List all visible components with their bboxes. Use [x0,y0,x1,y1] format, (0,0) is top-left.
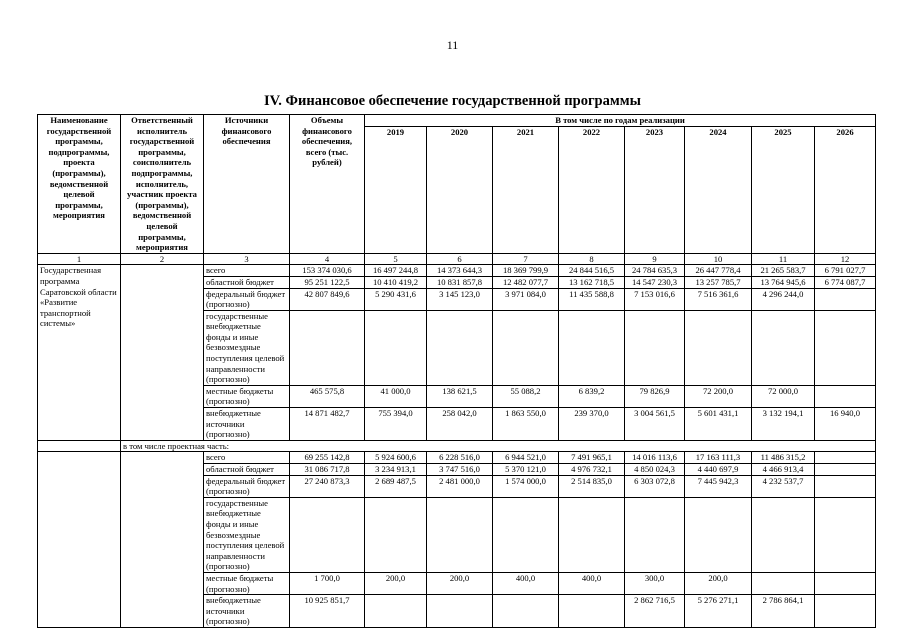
column-number: 7 [493,253,559,265]
value-cell: 3 234 913,1 [365,464,427,476]
value-cell [559,595,625,628]
value-cell: 2 786 864,1 [752,595,815,628]
value-cell: 4 466 913,4 [752,464,815,476]
value-cell [625,497,685,572]
value-cell: 55 088,2 [493,385,559,407]
value-cell [815,452,876,464]
value-cell: 17 163 111,3 [685,452,752,464]
value-cell [290,497,365,572]
value-cell [559,310,625,385]
source-cell: местные бюджеты (прогнозно) [204,385,290,407]
source-cell: внебюджетные источники (прогнозно) [204,595,290,628]
value-cell: 18 369 799,9 [493,265,559,277]
value-cell: 5 601 431,1 [685,408,752,441]
value-cell [752,310,815,385]
value-cell: 4 232 537,7 [752,475,815,497]
value-cell: 300,0 [625,572,685,594]
value-cell: 4 296 244,0 [752,288,815,310]
value-cell [752,497,815,572]
empty-cell [38,452,121,628]
program-name: Государственная программа Саратовской области «Развитие транспортной системы» [38,265,121,441]
value-cell: 1 863 550,0 [493,408,559,441]
value-cell: 31 086 717,8 [290,464,365,476]
value-cell: 41 000,0 [365,385,427,407]
value-cell: 7 445 942,3 [685,475,752,497]
value-cell: 200,0 [427,572,493,594]
value-cell: 3 747 516,0 [427,464,493,476]
source-cell: внебюджетные источники (прогнозно) [204,408,290,441]
source-cell: областной бюджет [204,464,290,476]
value-cell: 7 491 965,1 [559,452,625,464]
subsection-label: в том числе проектная часть: [121,440,876,452]
value-cell: 14 871 482,7 [290,408,365,441]
value-cell: 6 228 516,0 [427,452,493,464]
header-year: 2025 [752,126,815,253]
table-row [38,265,876,277]
executor-cell [121,452,204,628]
value-cell [365,310,427,385]
value-cell: 24 784 635,3 [625,265,685,277]
column-number: 3 [204,253,290,265]
value-cell [815,288,876,310]
value-cell [815,475,876,497]
source-cell: федеральный бюджет (прогнозно) [204,475,290,497]
column-number: 9 [625,253,685,265]
value-cell: 21 265 583,7 [752,265,815,277]
header-year: 2026 [815,126,876,253]
empty-cell [38,440,121,452]
header-year: 2023 [625,126,685,253]
section-title: IV. Финансовое обеспечение государственной программы [264,93,641,109]
value-cell: 200,0 [685,572,752,594]
value-cell: 3 004 561,5 [625,408,685,441]
value-cell: 4 440 697,9 [685,464,752,476]
header-year: 2020 [427,126,493,253]
table-body [38,253,876,627]
column-numbers-row [38,253,876,265]
column-number: 10 [685,253,752,265]
executor-cell [121,265,204,441]
value-cell: 11 486 315,2 [752,452,815,464]
value-cell: 14 016 113,6 [625,452,685,464]
header-year: 2019 [365,126,427,253]
column-number: 8 [559,253,625,265]
value-cell: 3 145 123,0 [427,288,493,310]
header-name: Наименование государственной программы, подпрограммы, проекта (программы), ведомственной целевой программы, мероприятия [38,115,121,254]
header-year: 2024 [685,126,752,253]
value-cell: 6 774 087,7 [815,276,876,288]
source-cell: государственные внебюджетные фонды и иные безвозмездные поступления целевой направленности (прогнозно) [204,497,290,572]
header-executor: Ответственный исполнитель государственной программы, соисполнитель подпрограммы, исполнитель, участник проекта (программы), ведомственной целевой программы, мероприятия [121,115,204,254]
table-row [38,452,876,464]
value-cell: 14 373 644,3 [427,265,493,277]
value-cell: 239 370,0 [559,408,625,441]
value-cell [427,497,493,572]
subsection-row [38,440,876,452]
value-cell: 79 826,9 [625,385,685,407]
value-cell: 27 240 873,3 [290,475,365,497]
source-cell: всего [204,452,290,464]
value-cell: 465 575,8 [290,385,365,407]
value-cell: 1 700,0 [290,572,365,594]
value-cell [752,572,815,594]
column-number: 5 [365,253,427,265]
value-cell: 258 042,0 [427,408,493,441]
value-cell: 5 276 271,1 [685,595,752,628]
value-cell [493,595,559,628]
source-cell: местные бюджеты (прогнозно) [204,572,290,594]
value-cell: 3 971 084,0 [493,288,559,310]
value-cell: 16 497 244,8 [365,265,427,277]
column-number: 1 [38,253,121,265]
value-cell: 72 200,0 [685,385,752,407]
column-number: 12 [815,253,876,265]
column-number: 2 [121,253,204,265]
page-number: 11 [446,38,459,52]
source-cell: федеральный бюджет (прогнозно) [204,288,290,310]
value-cell [625,310,685,385]
value-cell: 13 764 945,6 [752,276,815,288]
column-number: 6 [427,253,493,265]
value-cell [685,310,752,385]
value-cell: 2 689 487,5 [365,475,427,497]
value-cell: 5 924 600,6 [365,452,427,464]
value-cell: 10 410 419,2 [365,276,427,288]
value-cell: 6 303 072,8 [625,475,685,497]
value-cell [493,497,559,572]
value-cell [685,497,752,572]
value-cell: 2 862 716,5 [625,595,685,628]
value-cell: 10 925 851,7 [290,595,365,628]
value-cell [290,310,365,385]
header-by-years: В том числе по годам реализации [365,115,876,127]
value-cell [365,497,427,572]
value-cell: 400,0 [493,572,559,594]
value-cell: 42 807 849,6 [290,288,365,310]
source-cell: областной бюджет [204,276,290,288]
header-year: 2022 [559,126,625,253]
value-cell: 400,0 [559,572,625,594]
value-cell: 10 831 857,8 [427,276,493,288]
value-cell: 153 374 030,6 [290,265,365,277]
value-cell [559,497,625,572]
value-cell: 72 000,0 [752,385,815,407]
value-cell: 24 844 516,5 [559,265,625,277]
value-cell: 26 447 778,4 [685,265,752,277]
value-cell: 4 850 024,3 [625,464,685,476]
value-cell: 1 574 000,0 [493,475,559,497]
value-cell [815,385,876,407]
value-cell: 12 482 077,7 [493,276,559,288]
value-cell [815,572,876,594]
value-cell [815,497,876,572]
value-cell: 6 944 521,0 [493,452,559,464]
value-cell [427,595,493,628]
value-cell [815,464,876,476]
value-cell [815,595,876,628]
value-cell: 16 940,0 [815,408,876,441]
value-cell: 2 514 835,0 [559,475,625,497]
value-cell: 14 547 230,3 [625,276,685,288]
value-cell: 6 791 027,7 [815,265,876,277]
value-cell [493,310,559,385]
header-sources: Источники финансового обеспечения [204,115,290,254]
source-cell: государственные внебюджетные фонды и иные безвозмездные поступления целевой направленности (прогнозно) [204,310,290,385]
value-cell: 5 290 431,6 [365,288,427,310]
value-cell [815,310,876,385]
value-cell: 2 481 000,0 [427,475,493,497]
value-cell [427,310,493,385]
value-cell: 3 132 194,1 [752,408,815,441]
value-cell: 13 257 785,7 [685,276,752,288]
value-cell: 7 153 016,6 [625,288,685,310]
value-cell: 5 370 121,0 [493,464,559,476]
value-cell: 138 621,5 [427,385,493,407]
value-cell: 11 435 588,8 [559,288,625,310]
value-cell: 6 839,2 [559,385,625,407]
value-cell: 7 516 361,6 [685,288,752,310]
column-number: 4 [290,253,365,265]
value-cell: 200,0 [365,572,427,594]
column-number: 11 [752,253,815,265]
header-volumes: Объемы финансового обеспечения, всего (тыс. рублей) [290,115,365,254]
value-cell: 13 162 718,5 [559,276,625,288]
value-cell: 4 976 732,1 [559,464,625,476]
value-cell: 69 255 142,8 [290,452,365,464]
source-cell: всего [204,265,290,277]
value-cell: 95 251 122,5 [290,276,365,288]
header-year: 2021 [493,126,559,253]
value-cell: 755 394,0 [365,408,427,441]
value-cell [365,595,427,628]
financing-table [37,114,876,628]
